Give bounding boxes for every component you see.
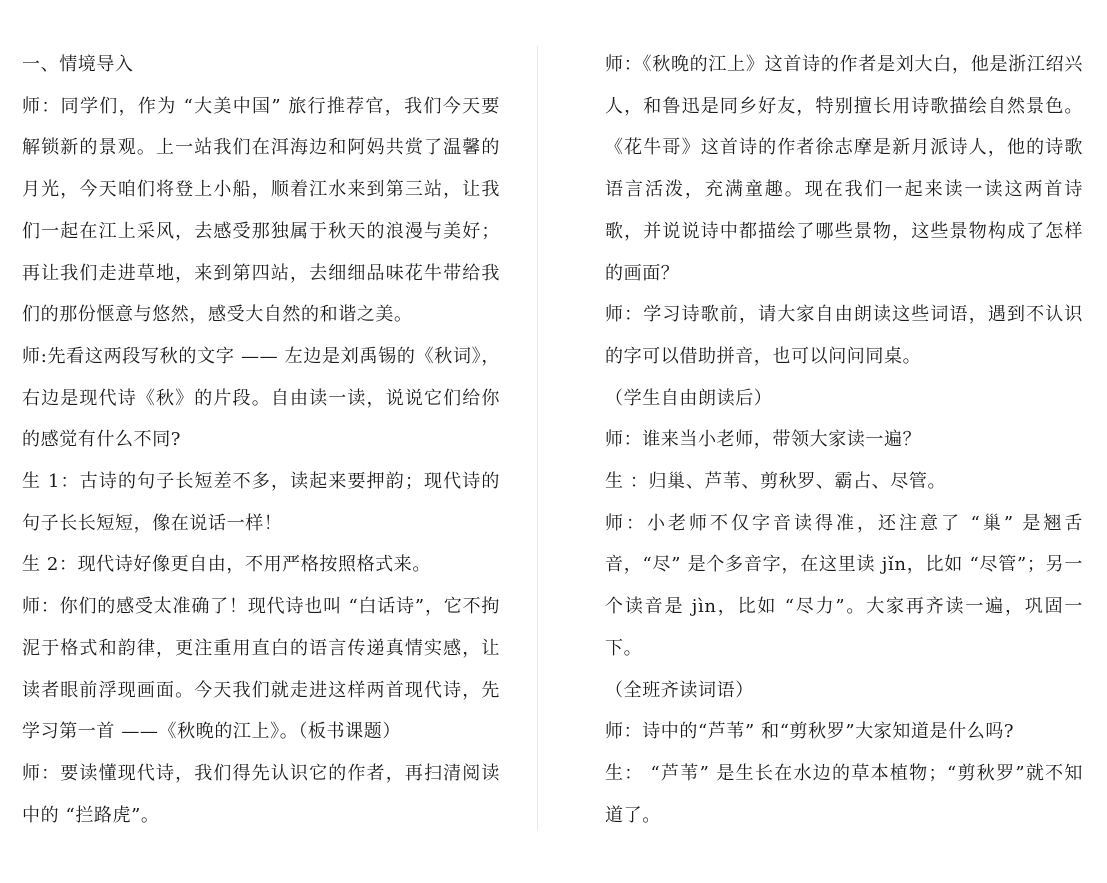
paragraph: 生： “芦苇” 是生长在水边的草本植物；“剪秋罗”就不知道了。	[605, 762, 1083, 826]
paragraph: 师：《秋晚的江上》这首诗的作者是刘大白，他是浙江绍兴人，和鲁迅是同乡好友，特别擅长用诗歌描绘自然景色。《花牛哥》这首诗的作者徐志摩是新月派诗人，他的诗歌语言活泼，充满童趣。现在我们一起来读一读这两首诗歌，并说说诗中都描绘了哪些景物，这些景物构成了怎样的画面？	[605, 54, 1083, 284]
paragraph: 师：诗中的“芦苇” 和“剪秋罗”大家知道是什么吗?	[605, 721, 1015, 743]
left-column	[22, 44, 500, 836]
paragraph: 生 ：归巢、芦苇、剪秋罗、霸占、尽管。	[605, 471, 947, 493]
section-heading: 一、情境导入	[22, 54, 134, 75]
paragraph: 生 1：古诗的句子长短差不多，读起来要押韵；现代诗的句子长长短短，像在说话一样！	[22, 471, 500, 534]
paragraph: （全班齐读词语）	[605, 679, 754, 701]
paragraph: 师：小老师不仅字音读得准，还注意了 “巢” 是翘舌音，“尽” 是个多音字，在这里读 jǐn，比如 “尽管”；另一个读音是 jìn，比如 “尽力”。大家再齐读一遍，巩固一下。	[605, 512, 1083, 659]
column-divider	[537, 46, 538, 830]
paragraph: 师：要读懂现代诗，我们得先认识它的作者，再扫清阅读中的 “拦路虎”。	[22, 762, 500, 826]
paragraph: 师:先看这两段写秋的文字 —— 左边是刘禹锡的《秋词》，右边是现代诗《秋》的片段。自由读一读，说说它们给你的感觉有什么不同?	[22, 345, 500, 451]
right-column	[605, 44, 1083, 836]
paragraph: 师：谁来当小老师，带领大家读一遍？	[605, 429, 922, 451]
paragraph: 师：你们的感受太准确了！现代诗也叫 “白话诗”，它不拘泥于格式和韵律，更注重用直白的语言传递真情实感，让读者眼前浮现画面。今天我们就走进这样两首现代诗，先学习第一首 ——《秋晚的江上》。（板书课题）	[22, 596, 500, 743]
paragraph: 师：同学们，作为 “大美中国” 旅行推荐官，我们今天要解锁新的景观。上一站我们在洱海边和阿妈共赏了温馨的月光，今天咱们将登上小船，顺着江水来到第三站，让我们一起在江上采风，去感受那独属于秋天的浪漫与美好；再让我们走进草地，来到第四站，去细细品味花牛带给我们的那份惬意与悠然，感受大自然的和谐之美。	[22, 95, 500, 326]
paragraph: （学生自由朗读后）	[605, 387, 773, 409]
paragraph: 师：学习诗歌前，请大家自由朗读这些词语，遇到不认识的字可以借助拼音，也可以问问同桌。	[605, 304, 1083, 367]
paragraph: 生 2：现代诗好像更自由，不用严格按照格式来。	[22, 554, 431, 576]
